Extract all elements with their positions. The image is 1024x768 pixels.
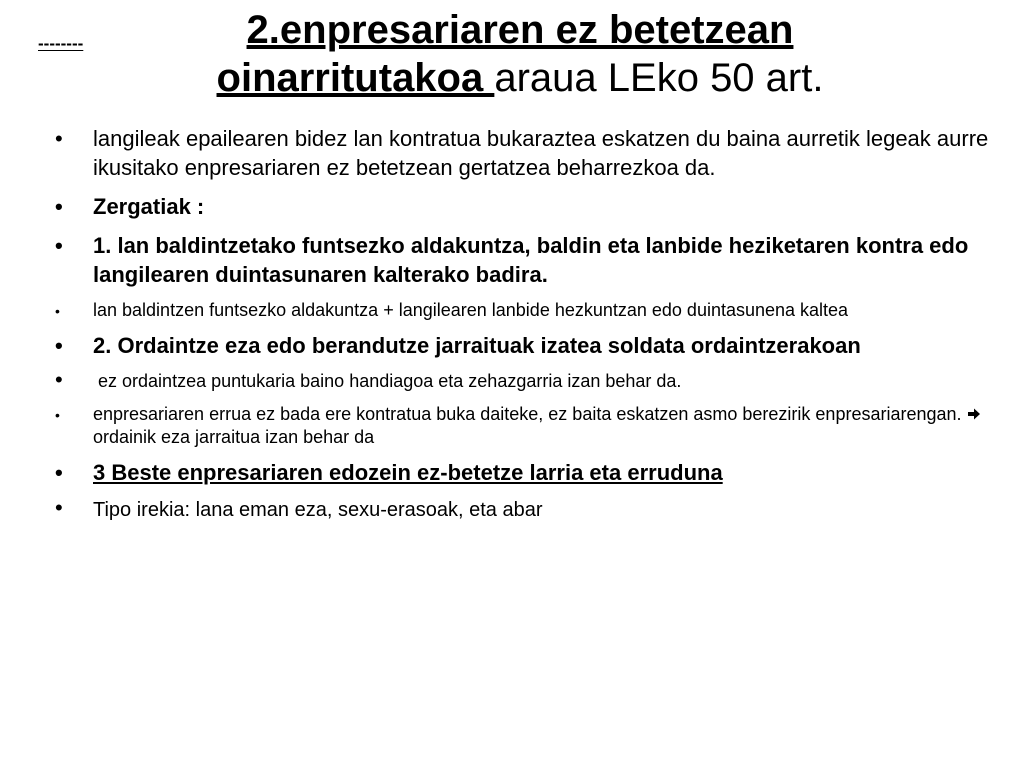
list-item-text: lan baldintzen funtsezko aldakuntza + langilearen lanbide hezkuntzan edo duintasunena kaltea [93,300,849,320]
list-item [55,497,990,523]
bullet-icon: • [55,303,60,319]
list-item [55,192,990,221]
list-item [55,331,990,360]
bullet-icon: • [55,126,63,151]
list-item [55,458,990,487]
bullet-icon: • [55,233,63,258]
list-item-text: ez ordaintzea puntukaria baino handiagoa eta zehazgarria izan behar da. [93,371,682,391]
title-dashes: -------- [38,34,84,53]
list-item-text: langileak epailearen bidez lan kontratua bukaraztea eskatzen du baina aurretik legeak aurre ikusitako enpresariaren ez betetzean gertatzea beharrezkoa da. [93,126,989,180]
bullet-icon: • [55,460,63,485]
bullet-icon: • [55,333,63,358]
list-item [55,367,990,393]
list-item-text-after-arrow: ordainik eza jarraitua izan behar da [93,427,375,447]
list-item-text: Tipo irekia: lana eman eza, sexu-erasoak, eta abar [93,499,543,521]
list-item [55,231,990,289]
bullet-icon: • [55,367,63,392]
list-item-text [93,404,982,447]
list-item-text-before-arrow: enpresariaren errua ez bada ere kontratua buka daiteke, ez baita eskatzen asmo berezirik enpresariarengan. [93,404,967,424]
bullet-icon: • [55,495,63,520]
slide-title [100,6,940,102]
title-bold-line-2: oinarritutakoa [216,56,495,100]
list-item-text: 2. Ordaintze eza edo berandutze jarraituak izatea soldata ordaintzerakoan [93,333,861,358]
list-item [55,124,990,182]
list-item [55,299,990,322]
title-normal-text: araua LEko 50 art. [494,56,824,100]
bullet-icon: • [55,194,63,219]
bullet-icon: • [55,407,60,423]
title-bold-line-1: 2.enpresariaren ez betetzean [246,8,794,52]
list-item-text: 1. lan baldintzetako funtsezko aldakuntza, baldin eta lanbide heziketaren kontra edo langilearen duintasunaren kalterako badira. [93,233,969,287]
list-item-text: Zergatiak : [93,194,205,219]
right-arrow-icon [967,407,981,421]
list-item [55,403,990,449]
list-item-text: 3 Beste enpresariaren edozein ez-betetze larria eta erruduna [93,460,723,485]
bullet-list [55,124,990,533]
